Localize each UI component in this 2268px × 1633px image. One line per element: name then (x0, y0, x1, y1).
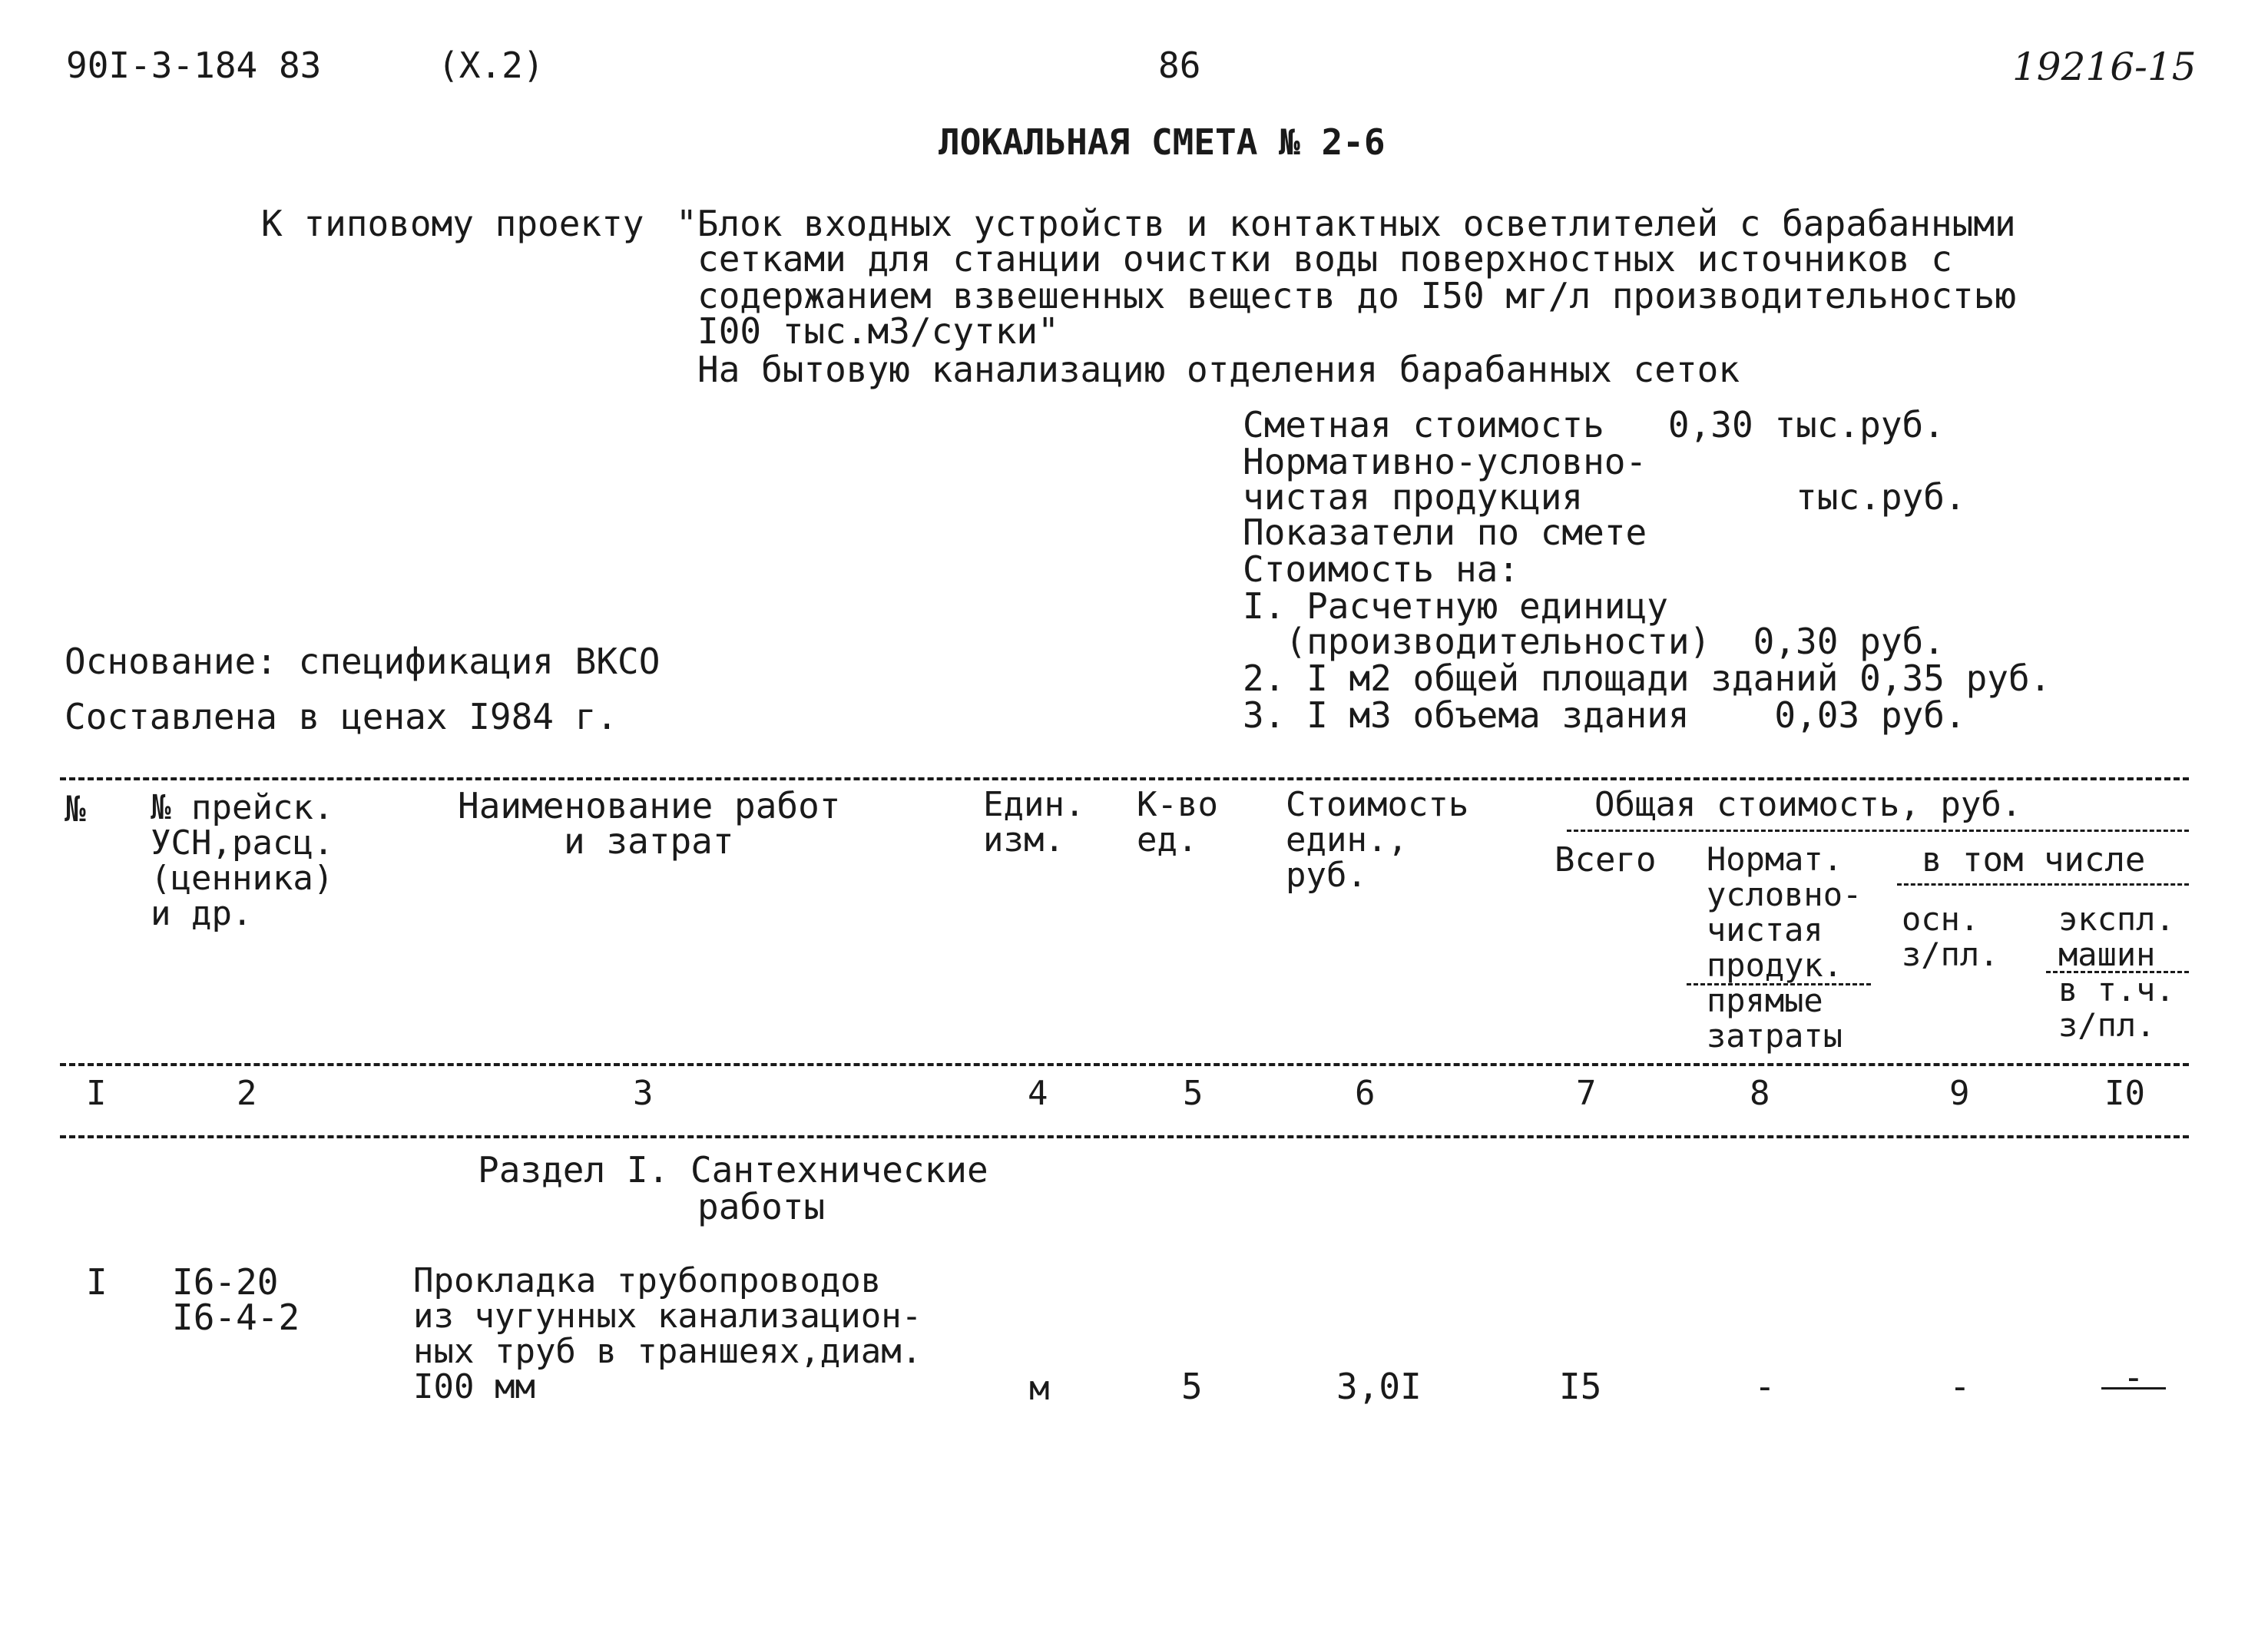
row-code: I6-4-2 (172, 1297, 300, 1338)
table-top-rule (60, 777, 2189, 780)
column-number: 3 (633, 1074, 654, 1113)
column-number: 8 (1750, 1074, 1770, 1113)
summary-line: 3. I м3 объема здания 0,03 руб. (1243, 694, 1966, 736)
project-line: "Блок входных устройств и контактных осветлителей с барабанными (676, 203, 2016, 244)
row-wages: - (1949, 1366, 1971, 1407)
row-work-name: I00 мм (413, 1367, 535, 1406)
column-number: 2 (237, 1074, 257, 1113)
row-code: I6-20 (172, 1261, 279, 1303)
row-unit: м (1029, 1369, 1050, 1408)
summary-line: чистая продукция тыс.руб. (1243, 476, 1966, 518)
row-work-name: из чугунных канализацион- (413, 1297, 922, 1336)
project-line: На бытовую канализацию отделения барабанных сеток (697, 349, 1740, 390)
project-line: I00 тыс.м3/сутки" (697, 310, 1059, 352)
machines-fraction-bar (2101, 1387, 2166, 1390)
inventory-number: 19216-15 (2012, 45, 2197, 89)
summary-line: I. Расчетную единицу (1243, 585, 1668, 627)
header-including-group: в том числе (1922, 840, 2146, 879)
column-number: 6 (1355, 1074, 1376, 1113)
page-title: ЛОКАЛЬНАЯ СМЕТА № 2-6 (939, 121, 1386, 163)
row-machines: - (2123, 1356, 2144, 1398)
header-total-group: Общая стоимость, руб. (1594, 785, 2022, 824)
total-group-underline (1567, 830, 2189, 832)
summary-line: Стоимость на: (1243, 548, 1520, 590)
document-part: (X.2) (438, 45, 545, 86)
project-line: содержанием взвешенных веществ до I50 мг/л производительностью (697, 275, 2017, 316)
project-label: К типовому проекту (261, 203, 644, 244)
row-quantity: 5 (1181, 1366, 1203, 1407)
machines-underline (2046, 971, 2189, 973)
page-number: 86 (1158, 45, 1201, 86)
summary-line: Показатели по смете (1243, 512, 1647, 553)
row-work-name: Прокладка трубопроводов (413, 1261, 882, 1300)
document-code: 90I-3-184 83 (66, 45, 322, 86)
summary-line: Сметная стоимость 0,30 тыс.руб. (1243, 404, 1945, 446)
row-work-name: ных труб в траншеях,диам. (413, 1332, 922, 1371)
header-bottom-rule (60, 1063, 2189, 1066)
summary-line: (производительности) 0,30 руб. (1243, 621, 1945, 662)
prices-note: Составлена в ценах I984 г. (65, 696, 618, 737)
column-numbers-rule (60, 1135, 2189, 1138)
column-number: 7 (1576, 1074, 1597, 1113)
row-normative: - (1754, 1366, 1776, 1407)
column-number: 9 (1949, 1074, 1970, 1113)
column-number: I0 (2104, 1074, 2145, 1113)
row-number: I (86, 1261, 108, 1303)
summary-line: 2. I м2 общей площади зданий 0,35 руб. (1243, 658, 2051, 699)
row-total: I5 (1559, 1366, 1602, 1407)
column-number: 5 (1183, 1074, 1204, 1113)
row-unit-cost: 3,0I (1336, 1366, 1422, 1407)
column-number: 4 (1028, 1074, 1048, 1113)
basis-note: Основание: спецификация ВКСО (65, 641, 661, 682)
normative-underline (1687, 983, 1871, 985)
header-total: Всего (1554, 840, 1657, 879)
project-line: сетками для станции очистки воды поверхностных источников с (697, 238, 1952, 280)
header-number: № (65, 788, 86, 830)
including-underline (1897, 883, 2189, 886)
column-number: I (86, 1074, 107, 1113)
summary-line: Нормативно-условно- (1243, 441, 1647, 482)
